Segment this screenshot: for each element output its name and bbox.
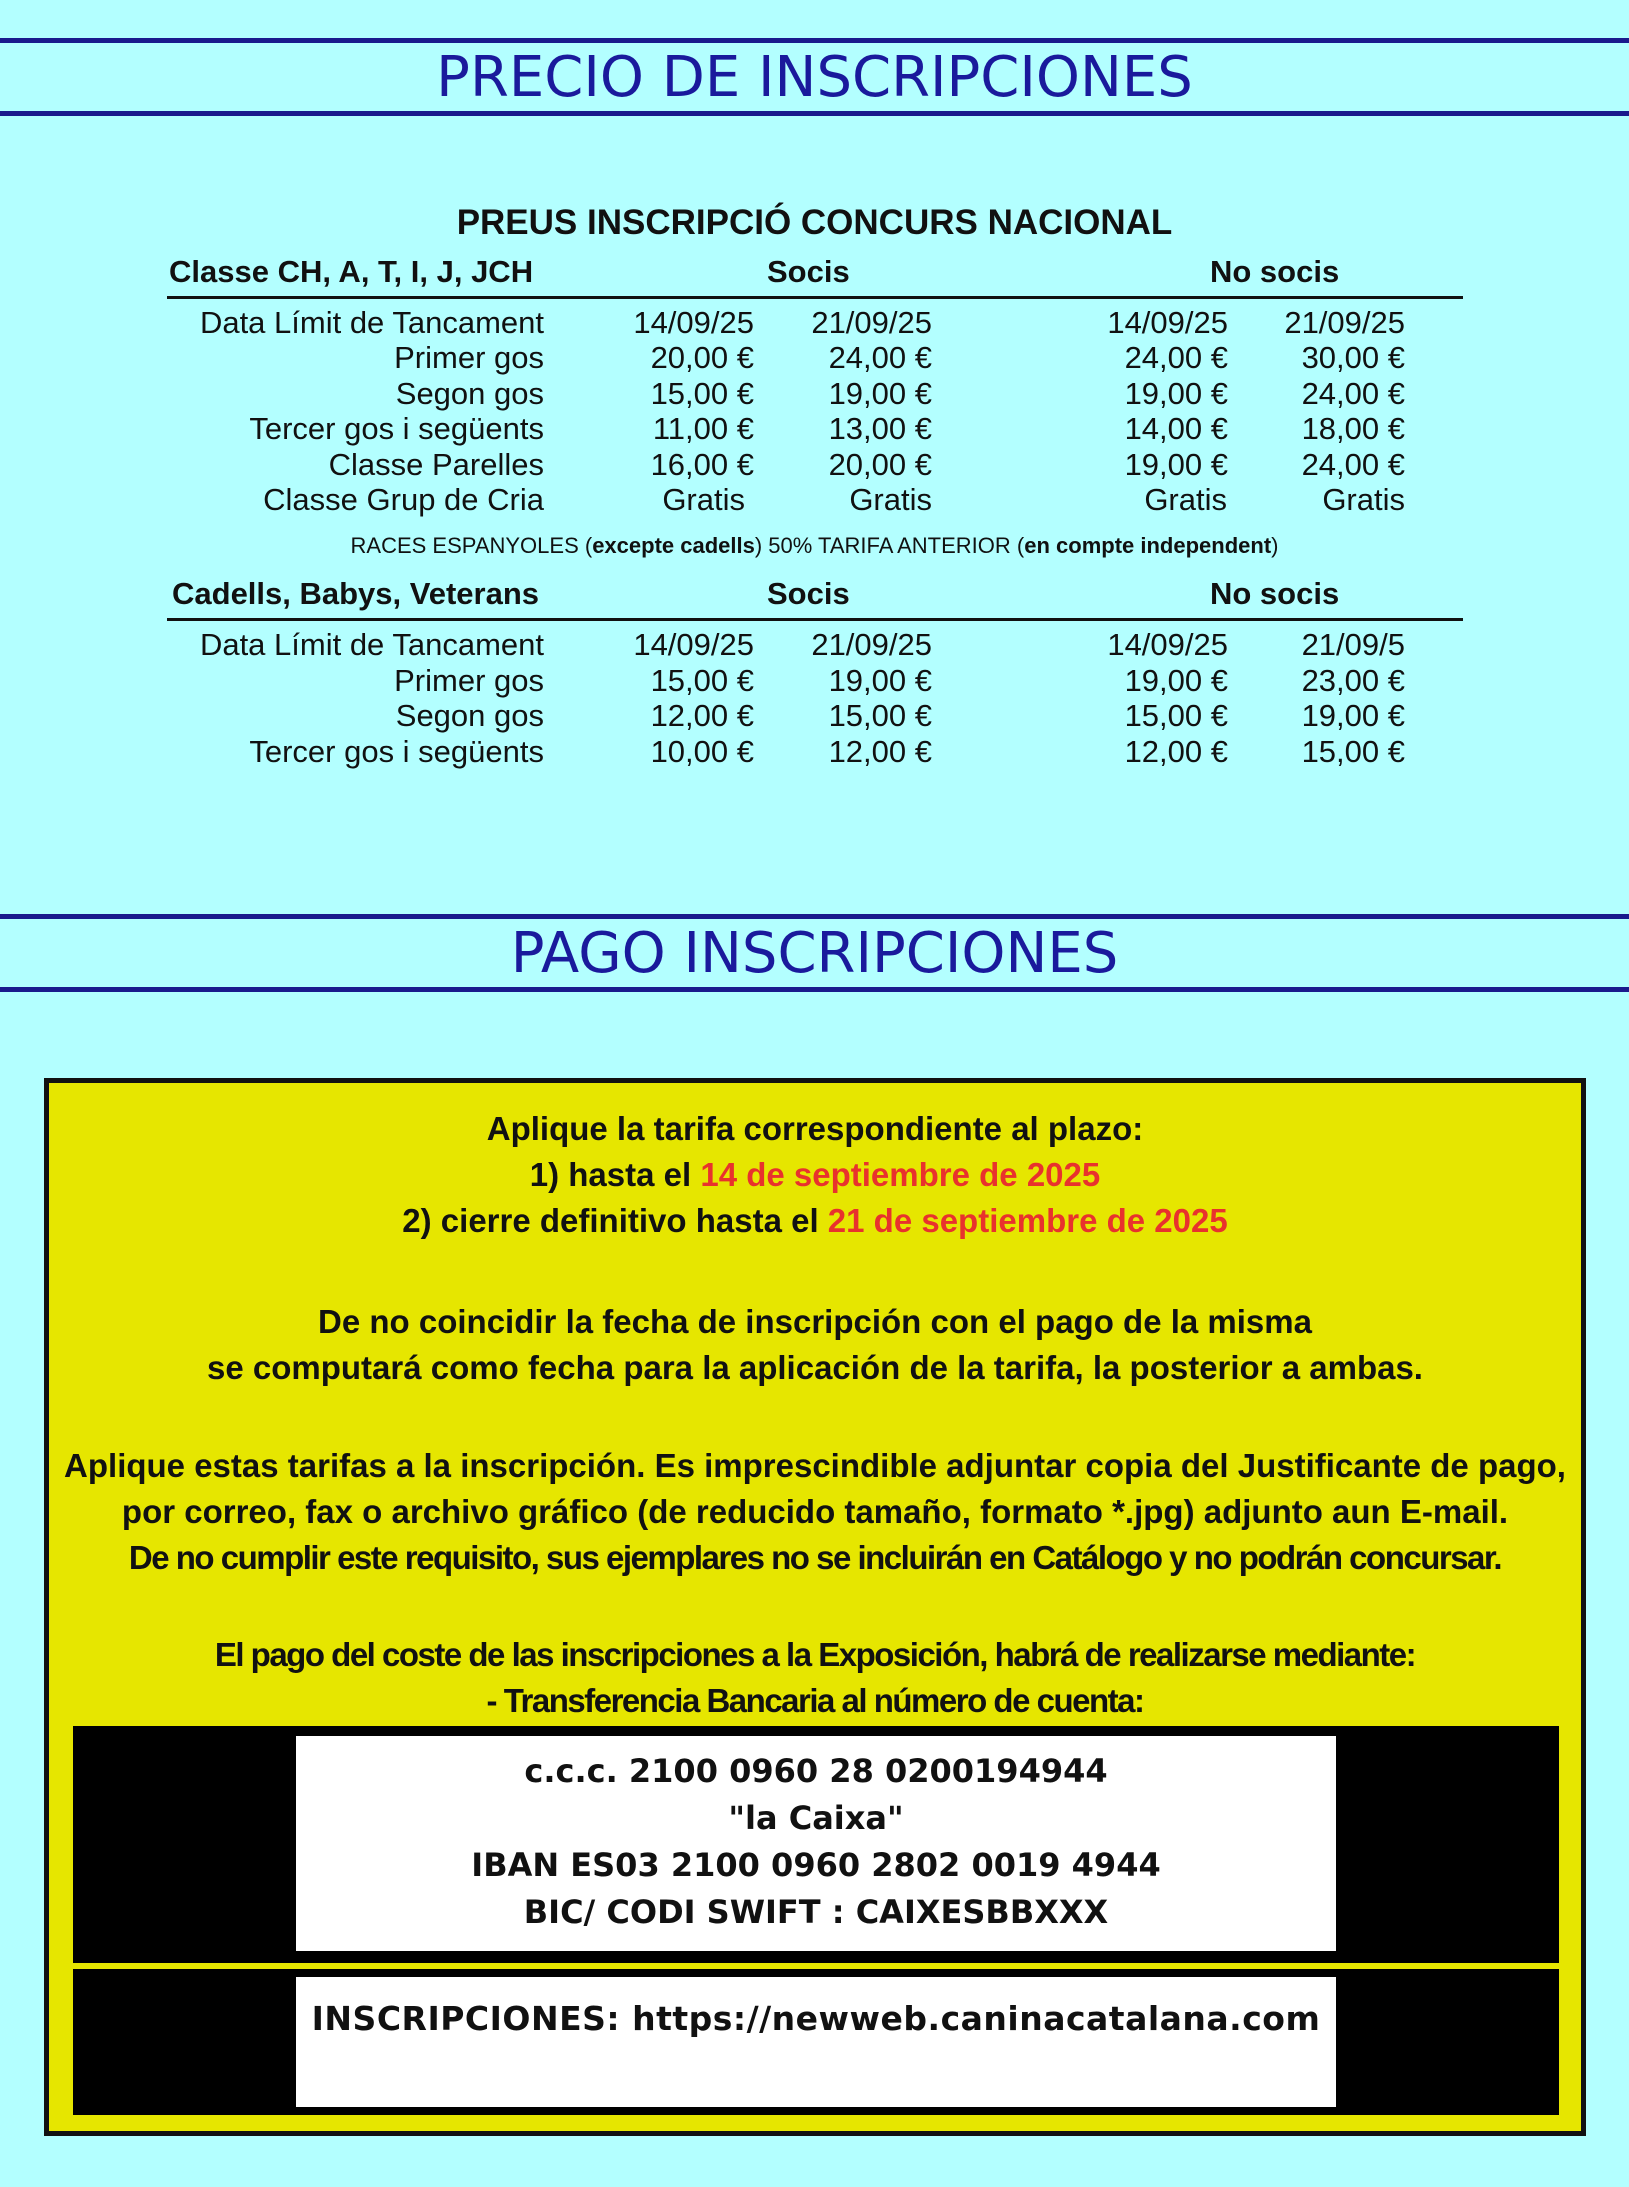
table-row <box>0 663 1629 699</box>
deadline-2-prefix: 2) cierre definitivo hasta el <box>402 1202 828 1239</box>
deadline-1-date: 14 de septiembre de 2025 <box>700 1156 1101 1193</box>
cell-socis-2: 20,00 € <box>828 447 932 482</box>
table-title: PREUS INSCRIPCIÓ CONCURS NACIONAL <box>456 203 1173 242</box>
header-no-socis: No socis <box>1210 576 1340 611</box>
cell-nosocis-2: 19,00 € <box>1301 698 1405 733</box>
cell-socis-2: 12,00 € <box>828 734 932 769</box>
row-label: Classe Grup de Cria <box>263 482 544 517</box>
requirement-line-2: por correo, fax o archivo gráfico (de reducido tamaño, formato *.jpg) adjunto aun E-mail. <box>121 1493 1509 1530</box>
table-row <box>0 376 1629 412</box>
cell-nosocis-2: 18,00 € <box>1301 411 1405 446</box>
ccc-number: c.c.c. 2100 0960 28 0200194944 <box>524 1752 1108 1790</box>
row-label: Primer gos <box>394 663 544 698</box>
note-text-1: RACES ESPANYOLES ( <box>350 533 593 558</box>
cell-socis-2: 21/09/25 <box>811 627 932 662</box>
section-header-precio <box>0 38 1629 116</box>
bank-name: "la Caixa" <box>728 1799 904 1837</box>
row-label: Tercer gos i següents <box>249 411 544 446</box>
cell-socis-1: 20,00 € <box>650 340 754 375</box>
table-row <box>0 734 1629 770</box>
races-note <box>0 533 1629 559</box>
deadline-1-prefix: 1) hasta el <box>529 1156 701 1193</box>
bic-code: BIC/ CODI SWIFT : CAIXESBBXXX <box>523 1893 1109 1931</box>
row-label: Segon gos <box>395 698 544 733</box>
requirement-line-3: De no cumplir este requisito, sus ejemplares no se incluirán en Catálogo y no podrán concursar. <box>128 1539 1502 1576</box>
payment-date-rule <box>49 1299 1581 1391</box>
header-label: Classe CH, A, T, I, J, JCH <box>169 254 534 289</box>
cell-socis-2: 21/09/25 <box>811 305 932 340</box>
deadline-1 <box>49 1152 1581 1198</box>
payment-method <box>49 1632 1581 1724</box>
cell-nosocis-1: 14/09/25 <box>1107 305 1228 340</box>
cell-socis-1: 11,00 € <box>652 411 754 446</box>
table-row <box>0 627 1629 663</box>
date-rule-line-1: De no coincidir la fecha de inscripción con el pago de la misma <box>318 1303 1312 1340</box>
cell-socis-2: 13,00 € <box>828 411 932 446</box>
cell-socis-1: 12,00 € <box>650 698 754 733</box>
section-title-precio: PRECIO DE INSCRIPCIONES <box>436 44 1193 110</box>
table-row <box>0 340 1629 376</box>
cell-socis-1: 14/09/25 <box>633 305 754 340</box>
table-row <box>0 447 1629 483</box>
cell-nosocis-2: Gratis <box>1322 482 1405 517</box>
payment-requirements <box>49 1443 1581 1581</box>
row-label: Data Límit de Tancament <box>199 305 544 340</box>
row-label: Segon gos <box>395 376 544 411</box>
cell-nosocis-2: 15,00 € <box>1301 734 1405 769</box>
table-row <box>0 305 1629 341</box>
header-socis: Socis <box>767 254 850 289</box>
cell-socis-2: 15,00 € <box>828 698 932 733</box>
date-rule-line-2: se computará como fecha para la aplicación de la tarifa, la posterior a ambas. <box>207 1349 1423 1386</box>
inscripciones-panel <box>296 1977 1336 2107</box>
cell-nosocis-1: 24,00 € <box>1124 340 1228 375</box>
row-label: Data Límit de Tancament <box>199 627 544 662</box>
deadline-2 <box>49 1198 1581 1244</box>
cell-nosocis-1: 19,00 € <box>1124 447 1228 482</box>
table-row <box>0 698 1629 734</box>
section-header-pago <box>0 914 1629 992</box>
method-line-2: - Transferencia Bancaria al número de cuenta: <box>486 1682 1144 1719</box>
section-title-pago: PAGO INSCRIPCIONES <box>510 920 1119 986</box>
row-label: Primer gos <box>394 340 544 375</box>
cell-socis-1: 15,00 € <box>650 376 754 411</box>
cell-nosocis-1: 15,00 € <box>1124 698 1228 733</box>
bank-account-band <box>73 1726 1559 1963</box>
cell-nosocis-2: 21/09/5 <box>1301 627 1405 662</box>
row-label: Classe Parelles <box>328 447 544 482</box>
payment-box <box>44 1078 1586 2136</box>
table-row <box>0 482 1629 518</box>
cell-nosocis-2: 21/09/25 <box>1284 305 1405 340</box>
note-text-2: ) 50% TARIFA ANTERIOR ( <box>754 533 1025 558</box>
cell-nosocis-1: 19,00 € <box>1124 663 1228 698</box>
header-label: Cadells, Babys, Veterans <box>172 576 540 611</box>
note-bold-2: en compte independent <box>1024 533 1272 558</box>
cell-socis-1: 14/09/25 <box>633 627 754 662</box>
table-header-group2 <box>167 572 1463 621</box>
inscripciones-band <box>73 1969 1559 2115</box>
cell-socis-1: 16,00 € <box>650 447 754 482</box>
cell-nosocis-1: 19,00 € <box>1124 376 1228 411</box>
requirement-line-1: Aplique estas tarifas a la inscripción. Es imprescindible adjuntar copia del Justificante de pago, <box>64 1447 1566 1484</box>
cell-socis-2: 19,00 € <box>828 376 932 411</box>
cell-nosocis-2: 24,00 € <box>1301 376 1405 411</box>
method-line-1: El pago del coste de las inscripciones a la Exposición, habrá de realizarse mediante: <box>214 1636 1416 1673</box>
cell-nosocis-2: 23,00 € <box>1301 663 1405 698</box>
note-bold-1: excepte cadells <box>592 533 755 558</box>
note-text-3: ) <box>1271 533 1279 558</box>
row-label: Tercer gos i següents <box>249 734 544 769</box>
cell-nosocis-1: 14/09/25 <box>1107 627 1228 662</box>
cell-socis-2: 24,00 € <box>828 340 932 375</box>
table-row <box>0 411 1629 447</box>
header-no-socis: No socis <box>1210 254 1340 289</box>
cell-socis-2: 19,00 € <box>828 663 932 698</box>
cell-nosocis-1: 14,00 € <box>1124 411 1228 446</box>
cell-nosocis-1: 12,00 € <box>1124 734 1228 769</box>
cell-socis-1: 10,00 € <box>650 734 754 769</box>
inscripciones-url[interactable]: INSCRIPCIONES: https://newweb.caninacatalana.com <box>311 1999 1321 2038</box>
table-header-group1 <box>167 250 1463 299</box>
cell-socis-1: Gratis <box>662 482 745 517</box>
payment-intro <box>49 1106 1581 1244</box>
iban-number: IBAN ES03 2100 0960 2802 0019 4944 <box>471 1846 1161 1884</box>
cell-socis-1: 15,00 € <box>650 663 754 698</box>
deadline-2-date: 21 de septiembre de 2025 <box>827 1202 1228 1239</box>
cell-socis-2: Gratis <box>849 482 932 517</box>
cell-nosocis-2: 24,00 € <box>1301 447 1405 482</box>
bank-account-panel <box>296 1736 1336 1951</box>
cell-nosocis-2: 30,00 € <box>1301 340 1405 375</box>
header-socis: Socis <box>767 576 850 611</box>
tariff-line: Aplique la tarifa correspondiente al plazo: <box>486 1110 1144 1147</box>
cell-nosocis-1: Gratis <box>1144 482 1227 517</box>
